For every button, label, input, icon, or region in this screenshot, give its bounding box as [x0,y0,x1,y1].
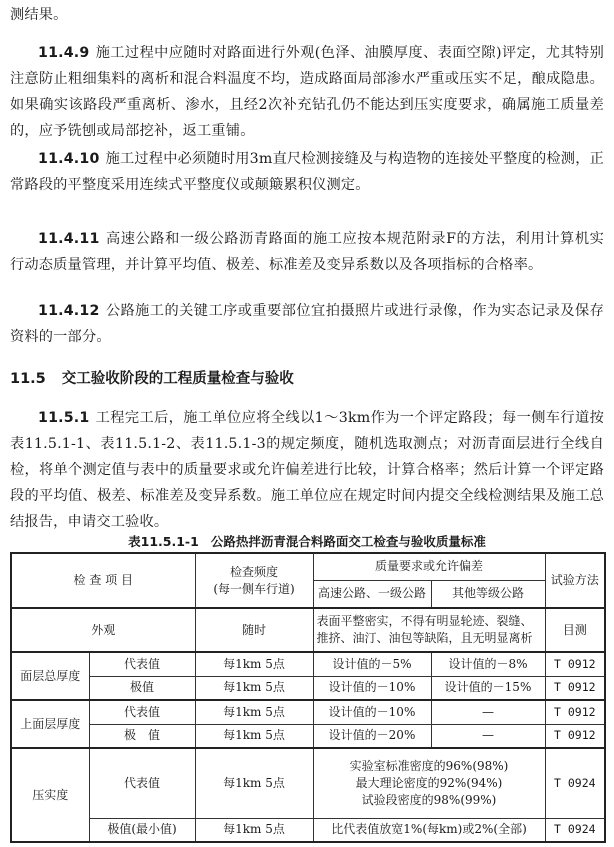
row-method: T 0912 [545,652,605,676]
row-method: T 0912 [545,676,605,700]
row-compaction-item: 压实度 [11,748,89,842]
table-row [11,748,605,818]
row-other: 设计值的－8% [431,652,545,676]
clause-11-5-1 [10,405,604,535]
clause-11-4-12 [10,298,604,350]
table-row [11,700,605,724]
clause-text: 施工过程中必须随时用3m直尺检测接缝及与构造物的连接处平整度的检测，正常路段的平整度采用连续式平整度仪或颠簸累积仪测定。 [10,151,604,193]
table-row [11,608,605,652]
row-high: 设计值的－20% [313,724,431,748]
section-title: 交工验收阶段的工程质量检查与验收 [61,371,294,387]
row-freq: 每1km 5点 [195,652,313,676]
row-sub-label: 极 值 [89,724,195,748]
req-line: 实验室标准密度的96%(98%) [349,758,509,773]
header-requirement: 质量要求或允许偏差 [313,553,545,580]
row-method: T 0924 [545,748,605,818]
clause-11-4-10 [10,146,604,198]
row-freq: 每1km 5点 [195,748,313,818]
section-heading [10,367,294,388]
row-method: T 0924 [545,818,605,842]
header-other: 其他等级公路 [431,580,545,608]
req-line: 最大理论密度的92%(94%) [355,775,503,790]
clause-text: 施工过程中应随时对路面进行外观(色泽、油膜厚度、表面空隙)评定，尤其特别注意防止粗细集料的离析和混合料温度不均，造成路面局部渗水严重或压实不足，酿成隐患。如果确实该路段严重离析、渗水，且经2次补充钻孔仍不能达到压实度要求，确属施工质量差的，应予铣刨或局部挖补，返工重铺。 [10,45,604,139]
clause-11-4-9 [10,40,604,144]
table-title: 公路热拌沥青混合料路面交工检查与验收质量标准 [210,534,486,549]
row-high: 设计值的－5% [313,652,431,676]
clause-text: 工程完工后，施工单位应将全线以1～3km作为一个评定路段；每一侧车行道按表11.5.1-1、表11.5.1-2、表11.5.1-3的规定频度，随机选取测点；对沥青面层进行全线自检，将单个测定值与表中的质量要求或允许偏差进行比较，计算合格率；然后计算一个评定路段的平均值、极差、标准差及变异系数。施工单位应在规定时间内提交全线检测结果及施工总结报告，申请交工验收。 [10,410,604,530]
row-other: — [431,724,545,748]
clause-number: 11.5.1 [38,410,90,426]
row-appearance-method: 目测 [545,608,605,652]
row-appearance-req: 表面平整密实，不得有明显轮迹、裂缝、推挤、油汀、油包等缺陷，且无明显离析 [313,608,545,652]
row-sub-label: 极值 [89,676,195,700]
row-sub-label: 代表值 [89,700,195,724]
req-line: 试验段密度的98%(99%) [361,792,497,807]
row-other: — [431,700,545,724]
clause-number: 11.4.10 [38,151,100,167]
clause-11-4-11 [10,226,604,278]
table-caption [0,532,614,550]
row-high: 设计值的－10% [313,676,431,700]
row-freq: 每1km 5点 [195,676,313,700]
row-compaction-req [313,748,545,818]
row-appearance-item: 外观 [11,608,195,652]
header-method: 试验方法 [545,553,605,608]
row-upper-thickness-item: 上面层厚度 [11,700,89,748]
row-method: T 0912 [545,700,605,724]
table-row [11,818,605,842]
header-highway: 高速公路、一级公路 [313,580,431,608]
row-freq: 每1km 5点 [195,700,313,724]
row-appearance-freq: 随时 [195,608,313,652]
row-freq: 每1km 5点 [195,724,313,748]
row-freq: 每1km 5点 [195,818,313,842]
table-number: 表11.5.1-1 [128,534,199,549]
table-row [11,724,605,748]
quality-standard-table [10,552,606,843]
row-compaction-ext-req: 比代表值放宽1%(每km)或2%(全部) [313,818,545,842]
clause-text: 公路施工的关键工序或重要部位宜拍摄照片或进行录像，作为实态记录及保存资料的一部分。 [10,303,604,345]
section-number: 11.5 [10,371,46,387]
row-sub-label: 极值(最小值) [89,818,195,842]
clause-number: 11.4.11 [38,231,100,247]
clause-number: 11.4.9 [38,45,90,61]
row-method: T 0912 [545,724,605,748]
header-frequency: 检查频度 (每一侧车行道) [195,553,313,608]
table-row [11,652,605,676]
row-sub-label: 代表值 [89,652,195,676]
intro-fragment: 测结果。 [10,7,68,23]
header-item: 检 查 项 目 [11,553,195,608]
row-high: 设计值的－10% [313,700,431,724]
table-row [11,676,605,700]
row-other: 设计值的－15% [431,676,545,700]
clause-number: 11.4.12 [38,303,100,319]
row-total-thickness-item: 面层总厚度 [11,652,89,700]
row-sub-label: 代表值 [89,748,195,818]
table-header-row [11,553,605,580]
clause-text: 高速公路和一级公路沥青路面的施工应按本规范附录F的方法，利用计算机实行动态质量管理，并计算平均值、极差、标准差及变异系数以及各项指标的合格率。 [10,231,604,273]
